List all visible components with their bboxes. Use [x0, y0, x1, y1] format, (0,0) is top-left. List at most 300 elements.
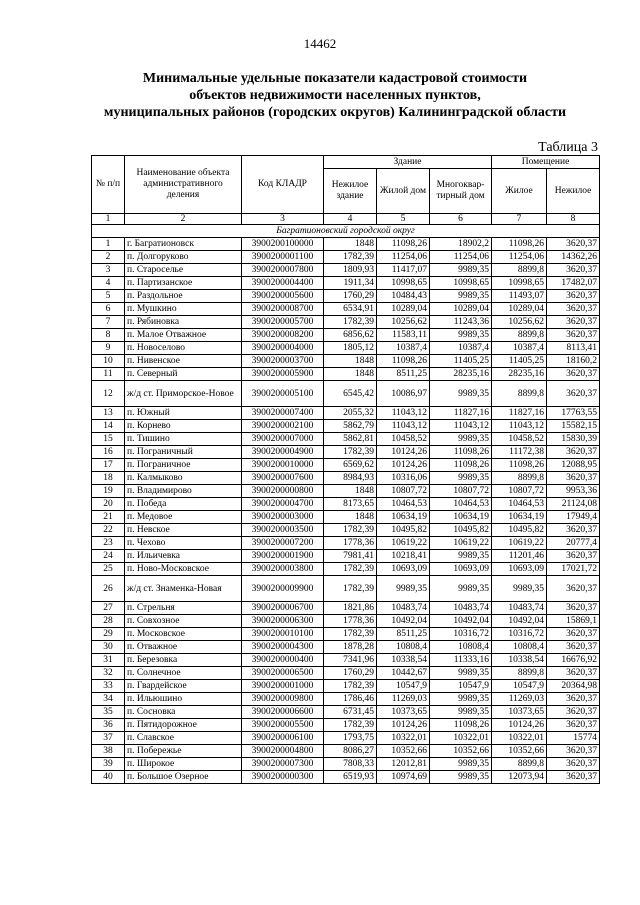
res-house-value: 11098,26 [377, 238, 430, 251]
row-number: 6 [92, 303, 125, 316]
settlement-name: п. Пограничный [125, 446, 242, 459]
nonresidential-value: 16676,92 [547, 654, 600, 667]
nonresidential-value: 3620,37 [547, 628, 600, 641]
district-heading: Багратионовский городской округ [92, 225, 600, 238]
settlement-name: п. Ильичевка [125, 550, 242, 563]
settlement-name: п. Новоселово [125, 342, 242, 355]
col-number: 2 [125, 214, 242, 225]
res-house-value: 10484,43 [377, 290, 430, 303]
nonres-building-value: 1878,28 [324, 641, 377, 654]
nonresidential-value: 3620,37 [547, 264, 600, 277]
res-house-value: 10322,01 [377, 732, 430, 745]
nonres-building-value: 1848 [324, 485, 377, 498]
kladr-code: 3900200006600 [242, 706, 324, 719]
cadastral-values-table [91, 155, 600, 784]
nonresidential-value: 3620,37 [547, 381, 600, 407]
apartment-house-value: 11098,26 [430, 446, 492, 459]
nonres-building-value: 6856,62 [324, 329, 377, 342]
settlement-name: п. Березовка [125, 654, 242, 667]
table-row [92, 628, 600, 641]
apartment-house-value: 10492,04 [430, 615, 492, 628]
nonres-building-value: 1848 [324, 238, 377, 251]
nonres-building-value: 1793,75 [324, 732, 377, 745]
settlement-name: п. Чехово [125, 537, 242, 550]
nonresidential-value: 3620,37 [547, 667, 600, 680]
settlement-name: п. Широкое [125, 758, 242, 771]
nonres-building-value: 1809,93 [324, 264, 377, 277]
settlement-name: п. Сосновка [125, 706, 242, 719]
apartment-house-value: 9989,35 [430, 667, 492, 680]
nonresidential-value: 3620,37 [547, 758, 600, 771]
nonres-building-value: 2055,32 [324, 407, 377, 420]
row-number: 33 [92, 680, 125, 693]
residential-value: 10289,04 [492, 303, 547, 316]
res-house-value: 8511,25 [377, 628, 430, 641]
nonres-building-value: 8173,65 [324, 498, 377, 511]
apartment-house-value: 10289,04 [430, 303, 492, 316]
kladr-code: 3900200010100 [242, 628, 324, 641]
apartment-house-value: 9989,35 [430, 433, 492, 446]
table-row [92, 563, 600, 576]
nonresidential-value: 3620,37 [547, 693, 600, 706]
kladr-code: 3900200100000 [242, 238, 324, 251]
residential-value: 10458,52 [492, 433, 547, 446]
nonresidential-value: 15582,15 [547, 420, 600, 433]
settlement-name: п. Партизанское [125, 277, 242, 290]
col-number: 7 [492, 214, 547, 225]
table-row [92, 511, 600, 524]
settlement-name: п. Стрельня [125, 602, 242, 615]
residential-value: 10634,19 [492, 511, 547, 524]
res-house-value: 10218,41 [377, 550, 430, 563]
res-house-value: 11043,12 [377, 420, 430, 433]
kladr-code: 3900200010000 [242, 459, 324, 472]
res-house-value: 10373,65 [377, 706, 430, 719]
res-house-value: 10634,19 [377, 511, 430, 524]
document-title [40, 70, 630, 121]
kladr-code: 3900200007200 [242, 537, 324, 550]
settlement-name: п. Медовое [125, 511, 242, 524]
settlement-name: п. Мушкино [125, 303, 242, 316]
header-premises: Помещение [492, 156, 600, 169]
nonres-building-value: 7981,41 [324, 550, 377, 563]
header-kladr: Код КЛАДР [242, 156, 324, 214]
residential-value: 8899,8 [492, 667, 547, 680]
settlement-name: г. Багратионовск [125, 238, 242, 251]
residential-value: 10495,82 [492, 524, 547, 537]
apartment-house-value: 10998,65 [430, 277, 492, 290]
settlement-name: п. Тишино [125, 433, 242, 446]
res-house-value: 9989,35 [377, 576, 430, 602]
res-house-value: 10387,4 [377, 342, 430, 355]
table-row [92, 329, 600, 342]
kladr-code: 3900200005500 [242, 719, 324, 732]
col-number: 6 [430, 214, 492, 225]
apartment-house-value: 10464,53 [430, 498, 492, 511]
nonresidential-value: 9953,36 [547, 485, 600, 498]
nonresidential-value: 14362,26 [547, 251, 600, 264]
residential-value: 11493,07 [492, 290, 547, 303]
nonresidential-value: 3620,37 [547, 771, 600, 784]
table-row [92, 355, 600, 368]
table-row [92, 693, 600, 706]
apartment-house-value: 11243,36 [430, 316, 492, 329]
nonres-building-value: 1786,46 [324, 693, 377, 706]
kladr-code: 3900200008700 [242, 303, 324, 316]
table-row [92, 290, 600, 303]
kladr-code: 3900200001900 [242, 550, 324, 563]
kladr-code: 3900200006100 [242, 732, 324, 745]
settlement-name: п. Корнево [125, 420, 242, 433]
row-number: 3 [92, 264, 125, 277]
kladr-code: 3900200004000 [242, 342, 324, 355]
header-nonres-building: Нежилое здание [324, 169, 377, 214]
nonresidential-value: 3620,37 [547, 745, 600, 758]
res-house-value: 10492,04 [377, 615, 430, 628]
nonresidential-value: 3620,37 [547, 576, 600, 602]
residential-value: 10547,9 [492, 680, 547, 693]
nonresidential-value: 20777,4 [547, 537, 600, 550]
apartment-house-value: 28235,16 [430, 368, 492, 381]
kladr-code: 3900200001000 [242, 680, 324, 693]
table-row [92, 771, 600, 784]
nonres-building-value: 1848 [324, 511, 377, 524]
table-row [92, 680, 600, 693]
res-house-value: 10547,9 [377, 680, 430, 693]
table-row [92, 316, 600, 329]
residential-value: 11827,16 [492, 407, 547, 420]
kladr-code: 3900200007300 [242, 758, 324, 771]
res-house-value: 10483,74 [377, 602, 430, 615]
row-number: 35 [92, 706, 125, 719]
nonres-building-value: 1911,34 [324, 277, 377, 290]
res-house-value: 10352,66 [377, 745, 430, 758]
table-row [92, 407, 600, 420]
kladr-code: 3900200007000 [242, 433, 324, 446]
apartment-house-value: 10619,22 [430, 537, 492, 550]
apartment-house-value: 10387,4 [430, 342, 492, 355]
row-number: 29 [92, 628, 125, 641]
nonresidential-value: 3620,37 [547, 706, 600, 719]
res-house-value: 10316,06 [377, 472, 430, 485]
kladr-code: 3900200008200 [242, 329, 324, 342]
apartment-house-value: 9989,35 [430, 771, 492, 784]
apartment-house-value: 9989,35 [430, 758, 492, 771]
row-number: 39 [92, 758, 125, 771]
kladr-code: 3900200006700 [242, 602, 324, 615]
res-house-value: 10974,69 [377, 771, 430, 784]
res-house-value: 11254,06 [377, 251, 430, 264]
table-row [92, 433, 600, 446]
nonres-building-value: 1778,36 [324, 615, 377, 628]
nonres-building-value: 5862,81 [324, 433, 377, 446]
apartment-house-value: 9989,35 [430, 290, 492, 303]
apartment-house-value: 10547,9 [430, 680, 492, 693]
kladr-code: 3900200000400 [242, 654, 324, 667]
nonresidential-value: 20364,98 [547, 680, 600, 693]
nonresidential-value: 17482,07 [547, 277, 600, 290]
kladr-code: 3900200009900 [242, 576, 324, 602]
row-number: 8 [92, 329, 125, 342]
nonres-building-value: 1848 [324, 368, 377, 381]
residential-value: 11098,26 [492, 459, 547, 472]
table-row [92, 459, 600, 472]
residential-value: 11269,03 [492, 693, 547, 706]
row-number: 2 [92, 251, 125, 264]
residential-value: 10807,72 [492, 485, 547, 498]
table-row [92, 758, 600, 771]
nonresidential-value: 15830,39 [547, 433, 600, 446]
kladr-code: 3900200003800 [242, 563, 324, 576]
residential-value: 11254,06 [492, 251, 547, 264]
row-number: 26 [92, 576, 125, 602]
nonres-building-value: 1782,39 [324, 719, 377, 732]
apartment-house-value: 10693,09 [430, 563, 492, 576]
table-row [92, 641, 600, 654]
nonres-building-value: 7341,96 [324, 654, 377, 667]
row-number: 14 [92, 420, 125, 433]
apartment-house-value: 11333,16 [430, 654, 492, 667]
apartment-house-value: 11098,26 [430, 459, 492, 472]
kladr-code: 3900200005900 [242, 368, 324, 381]
kladr-code: 3900200000800 [242, 485, 324, 498]
table-row [92, 550, 600, 563]
nonresidential-value: 15774 [547, 732, 600, 745]
nonresidential-value: 3620,37 [547, 446, 600, 459]
nonres-building-value: 1782,39 [324, 316, 377, 329]
apartment-house-value: 9989,35 [430, 329, 492, 342]
nonresidential-value: 3620,37 [547, 329, 600, 342]
table-row [92, 667, 600, 680]
kladr-code: 3900200007800 [242, 264, 324, 277]
nonresidential-value: 17763,55 [547, 407, 600, 420]
residential-value: 10316,72 [492, 628, 547, 641]
nonres-building-value: 7808,33 [324, 758, 377, 771]
residential-value: 11172,38 [492, 446, 547, 459]
res-house-value: 10442,67 [377, 667, 430, 680]
apartment-house-value: 9989,35 [430, 381, 492, 407]
settlement-name: ж/д ст. Приморское-Новое [125, 381, 242, 407]
res-house-value: 8511,25 [377, 368, 430, 381]
settlement-name: п. Ильюшино [125, 693, 242, 706]
table-row [92, 706, 600, 719]
nonres-building-value: 1778,36 [324, 537, 377, 550]
header-name: Наименование объекта административного деления [125, 156, 242, 214]
col-number: 1 [92, 214, 125, 225]
residential-value: 10322,01 [492, 732, 547, 745]
apartment-house-value: 9989,35 [430, 472, 492, 485]
row-number: 15 [92, 433, 125, 446]
settlement-name: п. Славское [125, 732, 242, 745]
row-number: 31 [92, 654, 125, 667]
row-number: 16 [92, 446, 125, 459]
res-house-value: 10124,26 [377, 446, 430, 459]
settlement-name: п. Рябиновка [125, 316, 242, 329]
settlement-name: п. Владимирово [125, 485, 242, 498]
residential-value: 11405,25 [492, 355, 547, 368]
settlement-name: п. Раздольное [125, 290, 242, 303]
res-house-value: 10338,54 [377, 654, 430, 667]
res-house-value: 11583,11 [377, 329, 430, 342]
table-label: Таблица 3 [538, 140, 598, 155]
nonresidential-value: 3620,37 [547, 290, 600, 303]
row-number: 18 [92, 472, 125, 485]
nonresidential-value: 12088,95 [547, 459, 600, 472]
residential-value: 8899,8 [492, 472, 547, 485]
nonres-building-value: 1782,39 [324, 446, 377, 459]
table-row [92, 277, 600, 290]
apartment-house-value: 11254,06 [430, 251, 492, 264]
settlement-name: п. Пограничное [125, 459, 242, 472]
row-number: 27 [92, 602, 125, 615]
table-body [92, 225, 600, 784]
residential-value: 12073,94 [492, 771, 547, 784]
apartment-house-value: 10483,74 [430, 602, 492, 615]
row-number: 36 [92, 719, 125, 732]
table-row [92, 602, 600, 615]
table-row [92, 537, 600, 550]
nonresidential-value: 3620,37 [547, 550, 600, 563]
nonres-building-value: 6545,42 [324, 381, 377, 407]
kladr-code: 3900200001100 [242, 251, 324, 264]
nonres-building-value: 5862,79 [324, 420, 377, 433]
header-nonresidential: Нежилое [547, 169, 600, 214]
kladr-code: 3900200009800 [242, 693, 324, 706]
title-line-1: Минимальные удельные показатели кадастровой стоимости [142, 71, 528, 86]
table-row [92, 238, 600, 251]
kladr-code: 3900200006500 [242, 667, 324, 680]
settlement-name: п. Побережье [125, 745, 242, 758]
row-number: 7 [92, 316, 125, 329]
residential-value: 10808,4 [492, 641, 547, 654]
apartment-house-value: 10808,4 [430, 641, 492, 654]
res-house-value: 11043,12 [377, 407, 430, 420]
apartment-house-value: 9989,35 [430, 264, 492, 277]
nonres-building-value: 6731,45 [324, 706, 377, 719]
nonres-building-value: 1782,39 [324, 680, 377, 693]
table-row [92, 446, 600, 459]
nonres-building-value: 1782,39 [324, 628, 377, 641]
apartment-house-value: 11098,26 [430, 719, 492, 732]
nonresidential-value: 17021,72 [547, 563, 600, 576]
row-number: 19 [92, 485, 125, 498]
settlement-name: п. Победа [125, 498, 242, 511]
kladr-code: 3900200003000 [242, 511, 324, 524]
apartment-house-value: 9989,35 [430, 576, 492, 602]
settlement-name: п. Совхозное [125, 615, 242, 628]
nonresidential-value: 3620,37 [547, 238, 600, 251]
apartment-house-value: 10352,66 [430, 745, 492, 758]
nonresidential-value: 3620,37 [547, 316, 600, 329]
residential-value: 10693,09 [492, 563, 547, 576]
kladr-code: 3900200002100 [242, 420, 324, 433]
table-row [92, 485, 600, 498]
table-row [92, 498, 600, 511]
kladr-code: 3900200005700 [242, 316, 324, 329]
apartment-house-value: 9989,35 [430, 706, 492, 719]
residential-value: 8899,8 [492, 758, 547, 771]
residential-value: 11043,12 [492, 420, 547, 433]
table-row [92, 576, 600, 602]
res-house-value: 12012,81 [377, 758, 430, 771]
settlement-name: п. Пятидорожное [125, 719, 242, 732]
row-number: 10 [92, 355, 125, 368]
res-house-value: 10807,72 [377, 485, 430, 498]
residential-value: 10619,22 [492, 537, 547, 550]
res-house-value: 10693,09 [377, 563, 430, 576]
row-number: 22 [92, 524, 125, 537]
kladr-code: 3900200004900 [242, 446, 324, 459]
residential-value: 28235,16 [492, 368, 547, 381]
residential-value: 10998,65 [492, 277, 547, 290]
kladr-code: 3900200006300 [242, 615, 324, 628]
page-number: 14462 [303, 36, 337, 51]
table-row [92, 381, 600, 407]
apartment-house-value: 10807,72 [430, 485, 492, 498]
settlement-name: п. Солнечное [125, 667, 242, 680]
apartment-house-value: 11043,12 [430, 420, 492, 433]
nonres-building-value: 6534,91 [324, 303, 377, 316]
nonresidential-value: 18160,2 [547, 355, 600, 368]
nonresidential-value: 3620,37 [547, 641, 600, 654]
settlement-name: п. Южный [125, 407, 242, 420]
kladr-code: 3900200004800 [242, 745, 324, 758]
table-row [92, 719, 600, 732]
apartment-house-value: 11827,16 [430, 407, 492, 420]
table-row [92, 654, 600, 667]
residential-value: 10352,66 [492, 745, 547, 758]
res-house-value: 10124,26 [377, 459, 430, 472]
kladr-code: 3900200003700 [242, 355, 324, 368]
row-number: 11 [92, 368, 125, 381]
nonres-building-value: 8984,93 [324, 472, 377, 485]
col-number: 3 [242, 214, 324, 225]
residential-value: 10464,53 [492, 498, 547, 511]
nonresidential-value: 3620,37 [547, 303, 600, 316]
table-row [92, 472, 600, 485]
kladr-code: 3900200003500 [242, 524, 324, 537]
settlement-name: п. Гвардейское [125, 680, 242, 693]
res-house-value: 10458,52 [377, 433, 430, 446]
kladr-code: 3900200004700 [242, 498, 324, 511]
row-number: 38 [92, 745, 125, 758]
row-number: 37 [92, 732, 125, 745]
res-house-value: 10464,53 [377, 498, 430, 511]
nonres-building-value: 1782,39 [324, 524, 377, 537]
nonres-building-value: 6569,62 [324, 459, 377, 472]
row-number: 4 [92, 277, 125, 290]
title-line-3: муниципальных районов (городских округов) Калининградской области [103, 105, 567, 120]
apartment-house-value: 10316,72 [430, 628, 492, 641]
res-house-value: 10289,04 [377, 303, 430, 316]
kladr-code: 3900200004300 [242, 641, 324, 654]
nonresidential-value: 3620,37 [547, 368, 600, 381]
settlement-name: п. Большое Озерное [125, 771, 242, 784]
table-row [92, 745, 600, 758]
nonres-building-value: 1782,39 [324, 576, 377, 602]
kladr-code: 3900200007600 [242, 472, 324, 485]
row-number: 28 [92, 615, 125, 628]
row-number: 17 [92, 459, 125, 472]
table-row [92, 303, 600, 316]
row-number: 9 [92, 342, 125, 355]
residential-value: 8899,8 [492, 381, 547, 407]
nonresidential-value: 21124,08 [547, 498, 600, 511]
residential-value: 10256,62 [492, 316, 547, 329]
table-row [92, 342, 600, 355]
table-row [92, 420, 600, 433]
apartment-house-value: 9989,35 [430, 550, 492, 563]
